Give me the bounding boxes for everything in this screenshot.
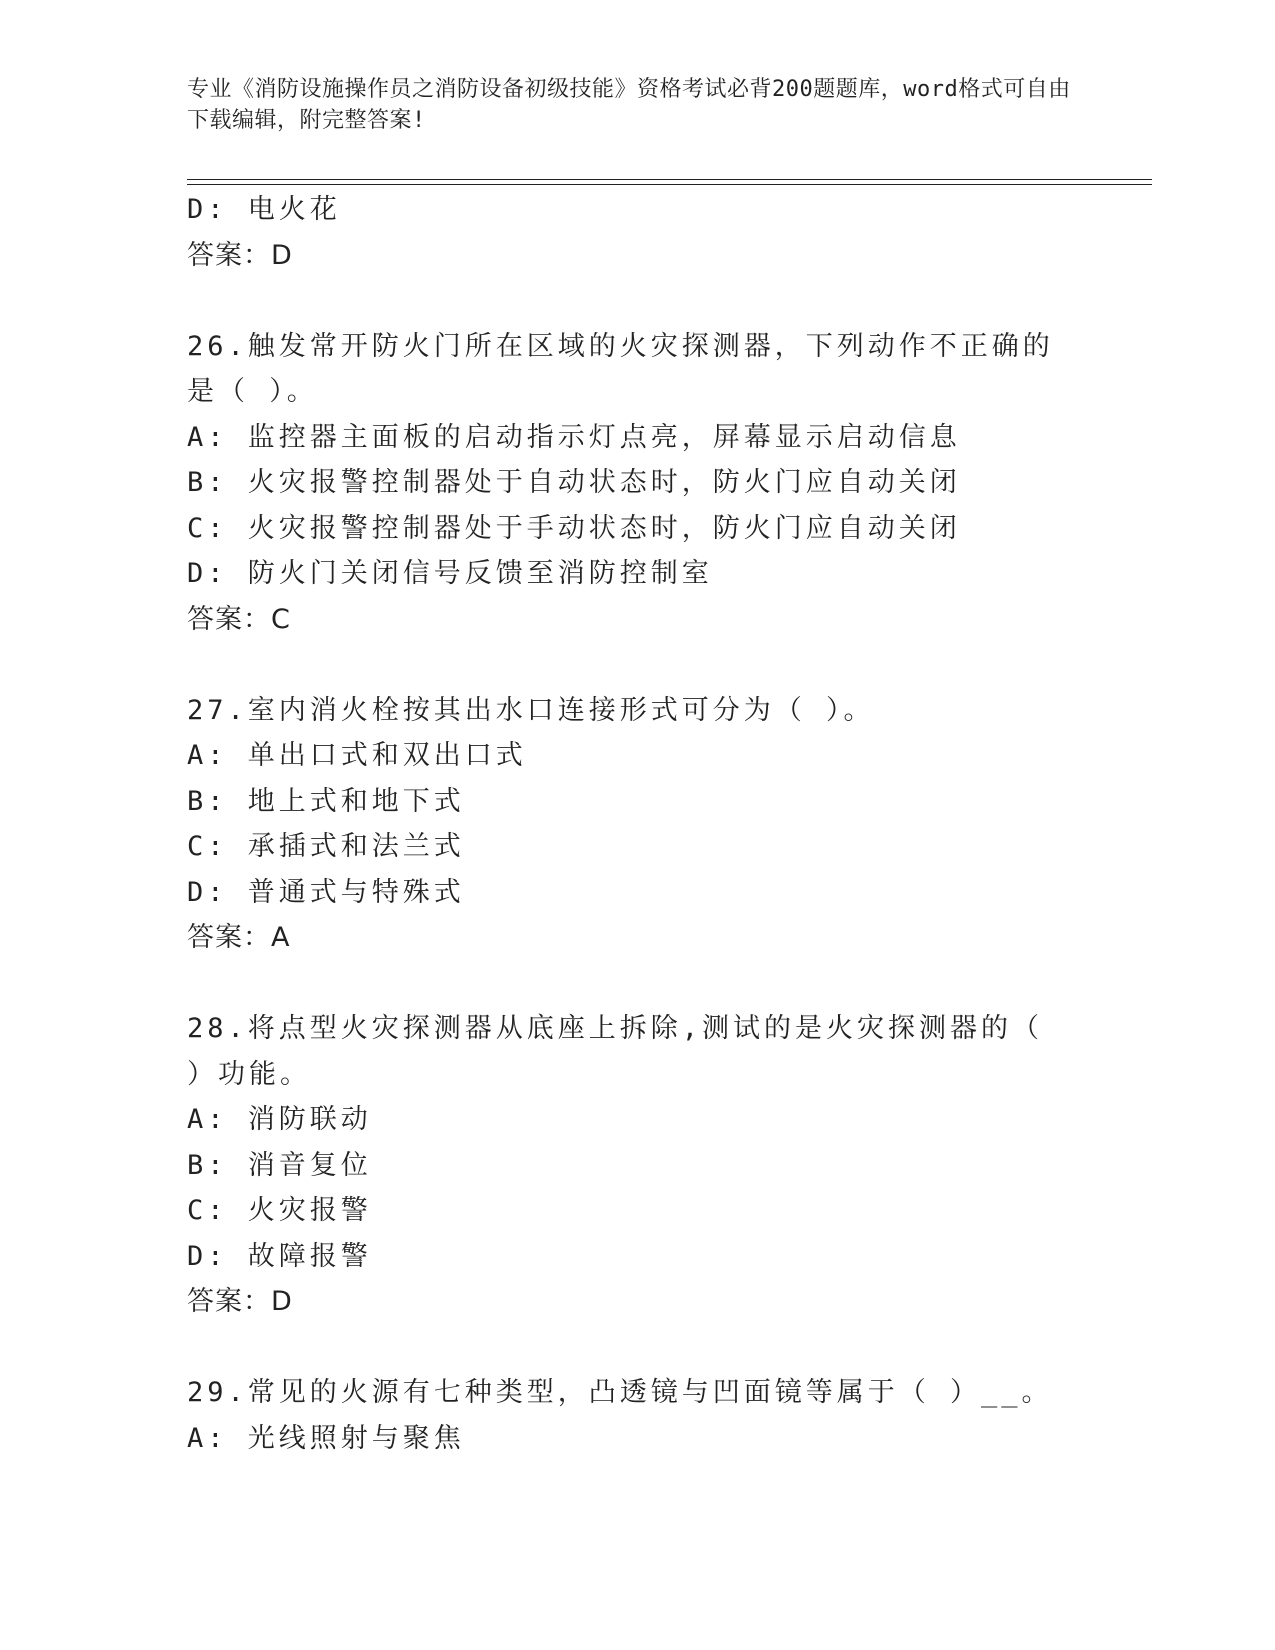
option-a: A: 监控器主面板的启动指示灯点亮，屏幕显示启动信息 <box>187 421 961 453</box>
option-d: D: 普通式与特殊式 <box>187 876 465 908</box>
document-header: 专业《消防设施操作员之消防设备初级技能》资格考试必背200题题库，word格式可自由下载编辑，附完整答案! <box>187 77 1071 133</box>
option-a: A: 光线照射与聚焦 <box>187 1422 465 1454</box>
option-a: A: 单出口式和双出口式 <box>187 740 527 771</box>
spacer <box>187 961 1087 1007</box>
option-a: A: 消防联动 <box>187 1104 372 1135</box>
question-stem: 27.室内消火栓按其出水口连接形式可分为（ ）。 <box>187 694 875 726</box>
spacer <box>187 1325 1087 1371</box>
question-stem: 26.触发常开防火门所在区域的火灾探测器，下列动作不正确的是（ ）。 <box>187 330 1054 407</box>
option-b: B: 火灾报警控制器处于自动状态时，防火门应自动关闭 <box>187 467 961 498</box>
question-stem: 29.常见的火源有七种类型，凸透镜与凹面镜等属于（ ）__。 <box>187 1377 1053 1408</box>
option-d: D: 防火门关闭信号反馈至消防控制室 <box>187 558 713 589</box>
answer-line: 答案：A <box>187 922 291 953</box>
option-b: B: 地上式和地下式 <box>187 785 465 817</box>
option-c: C: 火灾报警 <box>187 1195 372 1226</box>
spacer <box>187 642 1087 688</box>
header-rule <box>187 179 1152 180</box>
question-list <box>187 187 1087 1461</box>
spacer <box>187 278 1087 324</box>
option-d: D: 电火花 <box>187 194 341 225</box>
question-stem: 28.将点型火灾探测器从底座上拆除,测试的是火灾探测器的（ ）功能。 <box>187 1013 1044 1090</box>
answer-line: 答案：D <box>187 1286 293 1317</box>
header-rule <box>187 184 1152 185</box>
option-c: C: 承插式和法兰式 <box>187 831 465 862</box>
answer-line: 答案：D <box>187 239 293 271</box>
answer-line: 答案：C <box>187 603 291 635</box>
option-d: D: 故障报警 <box>187 1240 372 1272</box>
option-c: C: 火灾报警控制器处于手动状态时，防火门应自动关闭 <box>187 512 961 544</box>
option-b: B: 消音复位 <box>187 1149 372 1181</box>
